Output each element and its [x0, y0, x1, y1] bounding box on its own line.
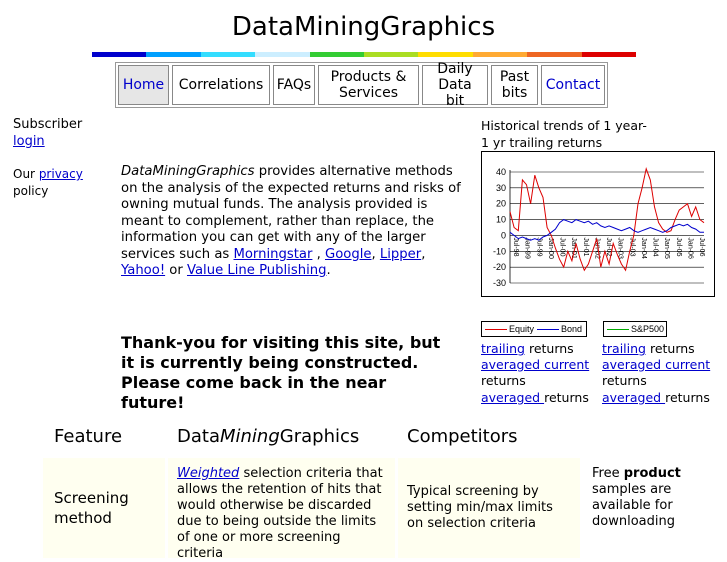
row-dmg-screening: Weighted selection criteria that allows the retention of hits that would otherwise be discarded due to being outside the limits of one or more screening criteria — [177, 466, 383, 561]
y-tick-label: 0 — [500, 230, 506, 241]
chart-legend-sp500 — [603, 321, 667, 337]
fund-returns-links: trailing returns averaged current returns averaged returns — [481, 341, 590, 405]
nav-contact[interactable]: Contact — [541, 65, 605, 105]
chart-svg — [482, 152, 714, 296]
table-row — [43, 458, 727, 561]
chart-legend-equity-bond — [481, 321, 587, 337]
sp500-legend-line — [607, 329, 629, 330]
y-tick-label: 40 — [495, 167, 506, 177]
x-tick-label: Jul-98 — [512, 237, 519, 257]
nav-products-services[interactable]: Products & Services — [318, 65, 419, 105]
x-tick-label: Jul-01 — [581, 237, 589, 257]
google-link[interactable]: Google — [325, 246, 372, 262]
main-nav — [115, 62, 608, 108]
rainbow-segment — [582, 52, 636, 57]
x-tick-label: Jan-04 — [639, 237, 647, 259]
rainbow-segment — [418, 52, 472, 57]
x-tick-label: Jan-06 — [686, 237, 694, 259]
y-tick-label: -20 — [492, 262, 506, 273]
y-tick-label: 30 — [495, 182, 506, 193]
y-tick-label: 20 — [495, 198, 506, 209]
x-tick-label: Jan-02 — [593, 237, 601, 259]
x-tick-label: Jul-05 — [674, 237, 682, 257]
x-tick-label: Jan-99 — [523, 237, 531, 259]
x-tick-label: Jul-99 — [535, 237, 543, 257]
sp500-averaged-link[interactable]: averaged — [602, 389, 666, 405]
trailing-returns-chart — [481, 151, 715, 297]
login-link[interactable]: login — [13, 134, 45, 149]
rainbow-segment — [146, 52, 200, 57]
intro-paragraph: DataMiningGraphics provides alternative methods on the analysis of the expected returns and risks of owning mutual funds. The analysis provided is meant to complement, rather than replace, the information you can get with any of the larger services such as Morningstar , Google, Lipper, Yahoo! or Value Line Publishing. — [121, 164, 461, 278]
header-dataminingraphics: DataMiningGraphics — [177, 426, 360, 447]
morningstar-link[interactable]: Morningstar — [233, 246, 313, 262]
bond-legend-label: Bond — [561, 324, 583, 334]
rainbow-segment — [310, 52, 364, 57]
equity-legend-line — [485, 329, 507, 330]
y-tick-label: -30 — [492, 278, 506, 288]
nav-home[interactable]: Home — [118, 65, 169, 105]
x-tick-label: Jul-03 — [628, 237, 636, 257]
rainbow-segment — [92, 52, 146, 57]
y-tick-label: -10 — [492, 246, 506, 257]
x-tick-label: Jan-03 — [616, 237, 624, 259]
subscriber-box — [13, 116, 82, 150]
row-feature-screening: Screening method — [54, 489, 129, 527]
sp500-averaged-current-link[interactable]: averaged current — [602, 357, 711, 373]
value-line-link[interactable]: Value Line Publishing — [186, 263, 327, 278]
fund-trailing-link[interactable]: trailing — [481, 341, 525, 356]
privacy-box: Our privacy policy — [13, 167, 83, 198]
rainbow-segment — [473, 52, 527, 57]
x-tick-label: Jul-06 — [698, 237, 705, 257]
nav-faqs[interactable]: FAQs — [273, 65, 315, 105]
fund-averaged-link[interactable]: averaged — [481, 389, 545, 405]
nav-correlations[interactable]: Correlations — [172, 65, 270, 105]
equity-legend-label: Equity — [509, 324, 535, 334]
row-competitors-screening: Typical screening by setting min/max limits on selection criteria — [407, 484, 553, 531]
sp500-trailing-link[interactable]: trailing — [602, 341, 646, 356]
x-tick-label: Jan-00 — [546, 237, 554, 259]
lipper-link[interactable]: Lipper — [379, 246, 422, 262]
chart-title: Historical trends of 1 year- 1 yr trailing returns — [481, 118, 647, 150]
weighted-link[interactable]: Weighted — [177, 466, 240, 481]
nav-past-bits[interactable]: Past bits — [491, 65, 538, 105]
nav-daily-data-bit[interactable]: Daily Data bit — [422, 65, 488, 105]
sp500-legend-label: S&P500 — [631, 324, 665, 334]
rainbow-segment — [255, 52, 309, 57]
privacy-link[interactable]: privacy — [38, 167, 83, 181]
construction-notice: Thank-you for visiting this site, but it is currently being constructed. Please come back in the near future! — [121, 333, 441, 412]
bond-legend-line — [537, 329, 559, 330]
x-tick-label: Jul-00 — [558, 237, 566, 257]
subscriber-label: Subscriber — [13, 117, 83, 132]
x-tick-label: Jul-04 — [651, 237, 659, 257]
site-title: DataMiningGraphics — [231, 12, 496, 42]
rainbow-divider — [92, 52, 636, 57]
x-tick-label: Jan-01 — [570, 237, 578, 259]
fund-averaged-current-link[interactable]: averaged current — [481, 357, 590, 373]
rainbow-segment — [364, 52, 418, 57]
free-samples-note: Free product samples are available for downloading — [592, 466, 681, 529]
intro-brand: DataMiningGraphics — [121, 164, 255, 179]
sp500-returns-links: trailing returns averaged current returns averaged returns — [602, 341, 711, 405]
header-competitors: Competitors — [407, 426, 518, 447]
rainbow-segment — [527, 52, 581, 57]
y-tick-label: 10 — [495, 214, 506, 225]
x-tick-label: Jan-05 — [663, 237, 671, 259]
rainbow-segment — [201, 52, 255, 57]
header-feature: Feature — [54, 426, 123, 447]
x-tick-label: Jul-02 — [605, 237, 612, 257]
yahoo-link[interactable]: Yahoo! — [121, 263, 166, 278]
